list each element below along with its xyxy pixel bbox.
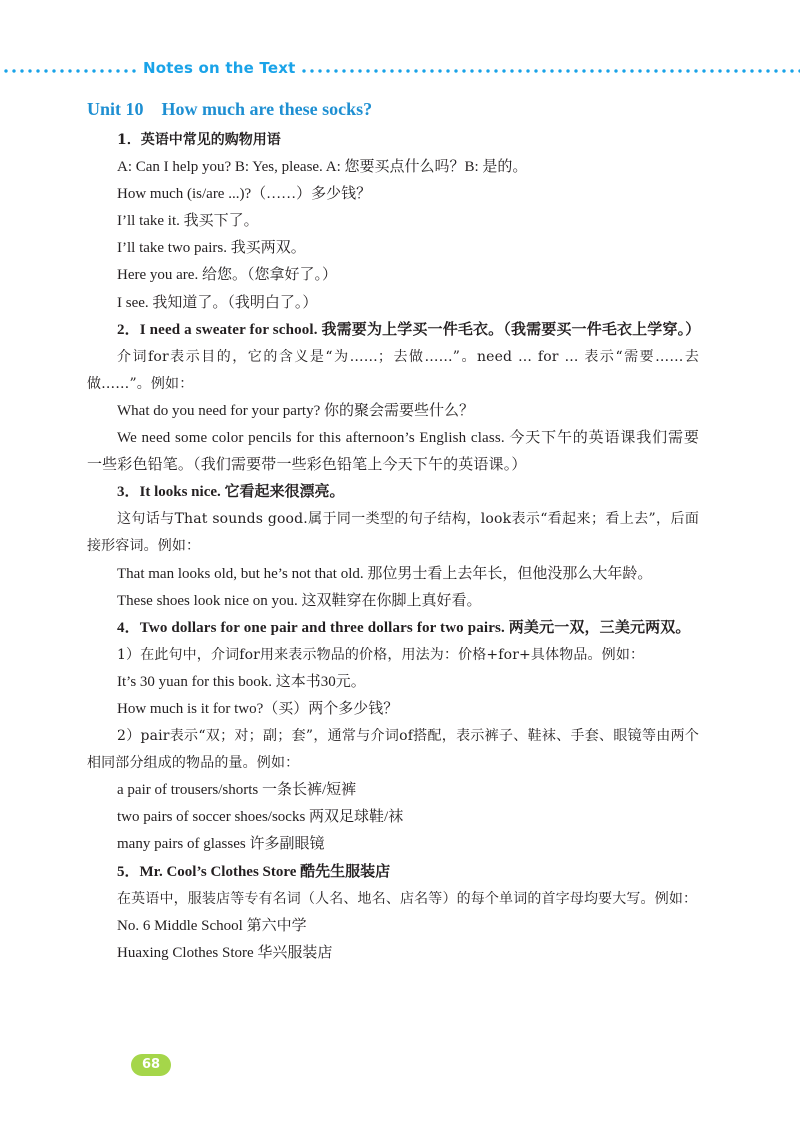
header-dots-right bbox=[300, 69, 800, 73]
section-3-heading: 3．It looks nice. 它看起来很漂亮。 bbox=[117, 484, 345, 501]
section-4 bbox=[87, 615, 699, 859]
example-phrase: many pairs of glasses 许多副眼镜 bbox=[117, 836, 325, 853]
phrase-line: I see. 我知道了。（我明白了。） bbox=[117, 294, 318, 311]
section-2-explanation: 介词for表示目的，它的含义是“为……；去做……”。need ... for ... 表示“需要……去做……”。例如： bbox=[87, 348, 699, 392]
section-4-point-1: 1）在此句中，介词for用来表示物品的价格，用法为：价格+for+具体物品。例如： bbox=[117, 646, 645, 663]
header-bar bbox=[0, 58, 800, 82]
section-2 bbox=[87, 317, 699, 480]
phrase-line: How much (is/are ...)?（……）多少钱？ bbox=[117, 186, 372, 203]
example-sentence: These shoes look nice on you. 这双鞋穿在你脚上真好看。 bbox=[117, 592, 482, 609]
unit-name: How much are these socks? bbox=[161, 99, 373, 119]
unit-number: Unit 10 bbox=[87, 99, 144, 119]
section-3-explanation: 这句话与That sounds good.属于同一类型的句子结构，look表示“看起来；看上去”，后面接形容词。例如： bbox=[87, 511, 699, 555]
example-phrase: two pairs of soccer shoes/socks 两双足球鞋/袜 bbox=[117, 809, 404, 826]
section-4-heading: 4．Two dollars for one pair and three dollars for two pairs. 两美元一双，三美元两双。 bbox=[117, 619, 691, 636]
example-phrase: Huaxing Clothes Store 华兴服装店 bbox=[117, 944, 333, 961]
example-sentence: It’s 30 yuan for this book. 这本书30元。 bbox=[117, 673, 366, 690]
section-2-heading: 2．I need a sweater for school. 我需要为上学买一件毛衣。（我需要买一件毛衣上学穿。） bbox=[117, 321, 701, 338]
phrase-line: Here you are. 给您。（您拿好了。） bbox=[117, 267, 337, 284]
section-5 bbox=[87, 859, 699, 967]
phrase-line: I’ll take it. 我买下了。 bbox=[117, 213, 259, 230]
page-number-badge: 68 bbox=[131, 1054, 171, 1076]
notes-content bbox=[87, 97, 699, 967]
unit-title bbox=[87, 97, 699, 121]
section-1 bbox=[87, 127, 699, 317]
section-3 bbox=[87, 479, 699, 614]
example-sentence: We need some color pencils for this afternoon’s English class. 今天下午的英语课我们需要一些彩色铅笔。（我们需要带一些彩色铅笔上今天下午的英语课。） bbox=[87, 430, 699, 474]
section-5-explanation: 在英语中，服装店等专有名词（人名、地名、店名等）的每个单词的首字母均要大写。例如： bbox=[117, 890, 698, 907]
example-sentence: How much is it for two?（买）两个多少钱？ bbox=[117, 700, 399, 717]
example-sentence: What do you need for your party? 你的聚会需要些什么？ bbox=[117, 402, 475, 419]
page-header-title: Notes on the Text bbox=[143, 59, 296, 77]
example-phrase: a pair of trousers/shorts 一条长裤/短裤 bbox=[117, 782, 357, 799]
phrase-line: A: Can I help you? B: Yes, please. A: 您要买点什么吗？B: 是的。 bbox=[117, 159, 528, 176]
section-5-heading: 5．Mr. Cool’s Clothes Store 酷先生服装店 bbox=[117, 863, 391, 880]
example-phrase: No. 6 Middle School 第六中学 bbox=[117, 917, 307, 934]
section-1-heading: 1．英语中常见的购物用语 bbox=[117, 132, 281, 148]
phrase-line: I’ll take two pairs. 我买两双。 bbox=[117, 240, 306, 257]
header-dots-left bbox=[2, 69, 140, 73]
section-4-point-2: 2）pair表示“双；对；副；套”，通常与介词of搭配，表示裤子、鞋袜、手套、眼镜等由两个相同部分组成的物品的量。例如： bbox=[87, 728, 699, 772]
example-sentence: That man looks old, but he’s not that old. 那位男士看上去年长，但他没那么大年龄。 bbox=[117, 565, 653, 582]
